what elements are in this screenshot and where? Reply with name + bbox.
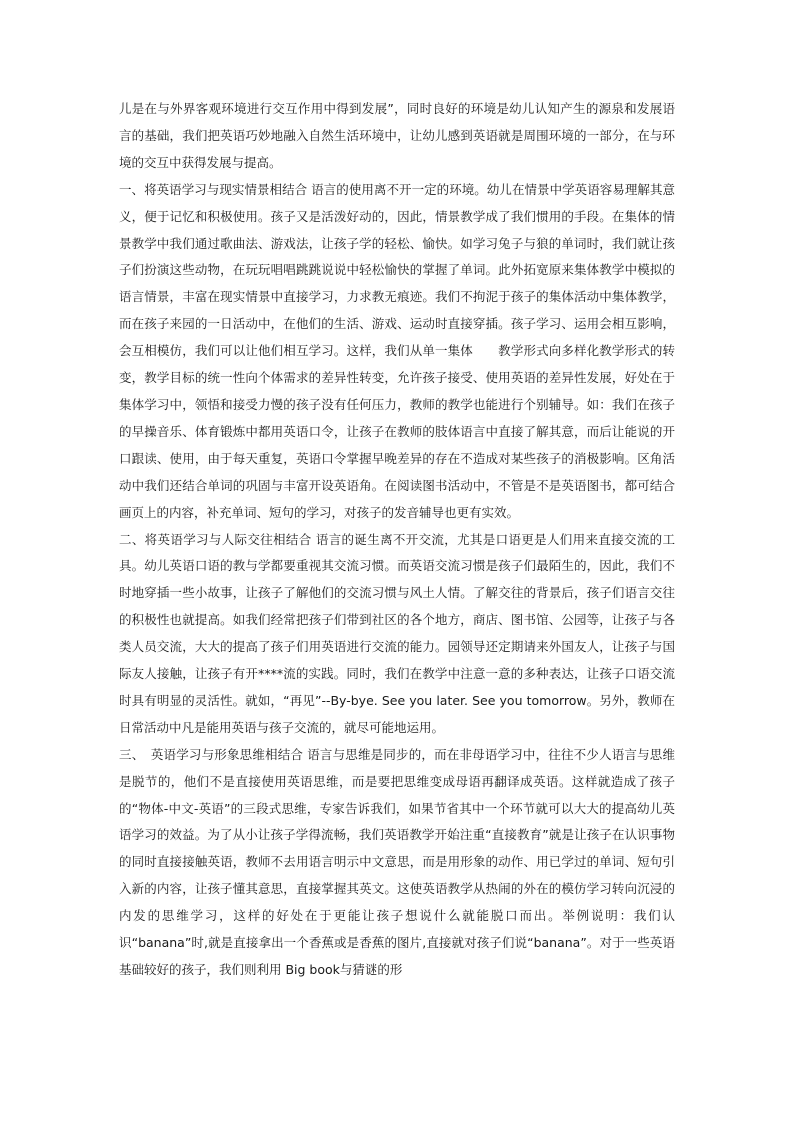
paragraph-section-one: 一、将英语学习与现实情景相结合 语言的使用离不开一定的环境。幼儿在情景中学英语容易理解其意义，便于记忆和积极使用。孩子又是活泼好动的，因此，情景教学成了我们惯用的手段。在集体的情景教学中我们通过歌曲法、游戏法，让孩子学的轻松、愉快。如学习兔子与狼的单词时，我们就让孩子们扮演这些动物，在玩玩唱唱跳跳说说中轻松愉快的掌握了单词。此外拓宽原来集体教学中模拟的语言情景，丰富在现实情景中直接学习，力求教无痕迹。我们不拘泥于孩子的集体活动中集体教学，而在孩子来园的一日活动中，在他们的生活、游戏、运动时直接穿插。孩子学习、运用会相互影响，会互相模仿，我们可以让他们相互学习。这样，我们从单一集体 教学形式向多样化教学形式的转变，教学目标的统一性向个体需求的差异性转变，允许孩子接受、使用英语的差异性发展，好处在于集体学习中，领悟和接受力慢的孩子没有任何压力，教师的教学也能进行个别辅导。如：我们在孩子的早操音乐、体育锻炼中都用英语口令，让孩子在教师的肢体语言中直接了解其意，而后让能说的开口跟读、使用，由于每天重复，英语口令掌握早晚差异的存在不造成对某些孩子的消极影响。区角活动中我们还结合单词的巩固与丰富开设英语角。在阅读图书活动中，不管是不是英语图书，都可结合画页上的内容，补充单词、短句的学习，对孩子的发音辅导也更有实效。: [119, 181, 675, 520]
paragraph-intro-continued: 儿是在与外界客观环境进行交互作用中得到发展”，同时良好的环境是幼儿认知产生的源泉和发展语言的基础，我们把英语巧妙地融入自然生活环境中，让幼儿感到英语就是周围环境的一部分，在与环境的交互中获得发展与提高。: [119, 101, 675, 170]
paragraph-section-three: 三、 英语学习与形象思维相结合 语言与思维是同步的，而在非母语学习中，往往不少人语言与思维是脱节的，他们不是直接使用英语思维，而是要把思维变成母语再翻译成英语。这样就造成了孩子的“物体-中文-英语”的三段式思维，专家告诉我们，如果节省其中一个环节就可以大大的提高幼儿英语学习的效益。为了从小让孩子学得流畅，我们英语教学开始注重“直接教育”就是让孩子在认识事物的同时直接接触英语，教师不去用语言明示中文意思，而是用形象的动作、用已学过的单词、短句引入新的内容，让孩子懂其意思，直接掌握其英文。这使英语教学从热闹的外在的模仿学习转向沉浸的内发的思维学习，这样的好处在于更能让孩子想说什么就能脱口而出。举例说明：我们认识“banana”时,就是直接拿出一个香蕉或是香蕉的图片,直接就对孩子们说“banana”。对于一些英语基础较好的孩子，我们则利用 Big book与猜谜的形: [119, 746, 675, 977]
document-body: [119, 96, 675, 984]
paragraph-section-two: 二、将英语学习与人际交往相结合 语言的诞生离不开交流，尤其是口语更是人们用来直接交流的工具。幼儿英语口语的教与学都要重视其交流习惯。而英语交流习惯是孩子们最陌生的，因此，我们不时地穿插一些小故事，让孩子了解他们的交流习惯与风土人情。了解交往的背景后，孩子们语言交往的积极性也就提高。如我们经常把孩子们带到社区的各个地方，商店、图书馆、公园等，让孩子与各类人员交流，大大的提高了孩子们用英语进行交流的能力。园领导还定期请来外国友人，让孩子与国际友人接触，让孩子有开****流的实践。同时，我们在教学中注意一意的多种表达，让孩子口语交流时具有明显的灵活性。就如，“再见”--By-bye. See you later. See you tomorrow。另外，教师在日常活动中凡是能用英语与孩子交流的，就尽可能地运用。: [119, 531, 675, 735]
